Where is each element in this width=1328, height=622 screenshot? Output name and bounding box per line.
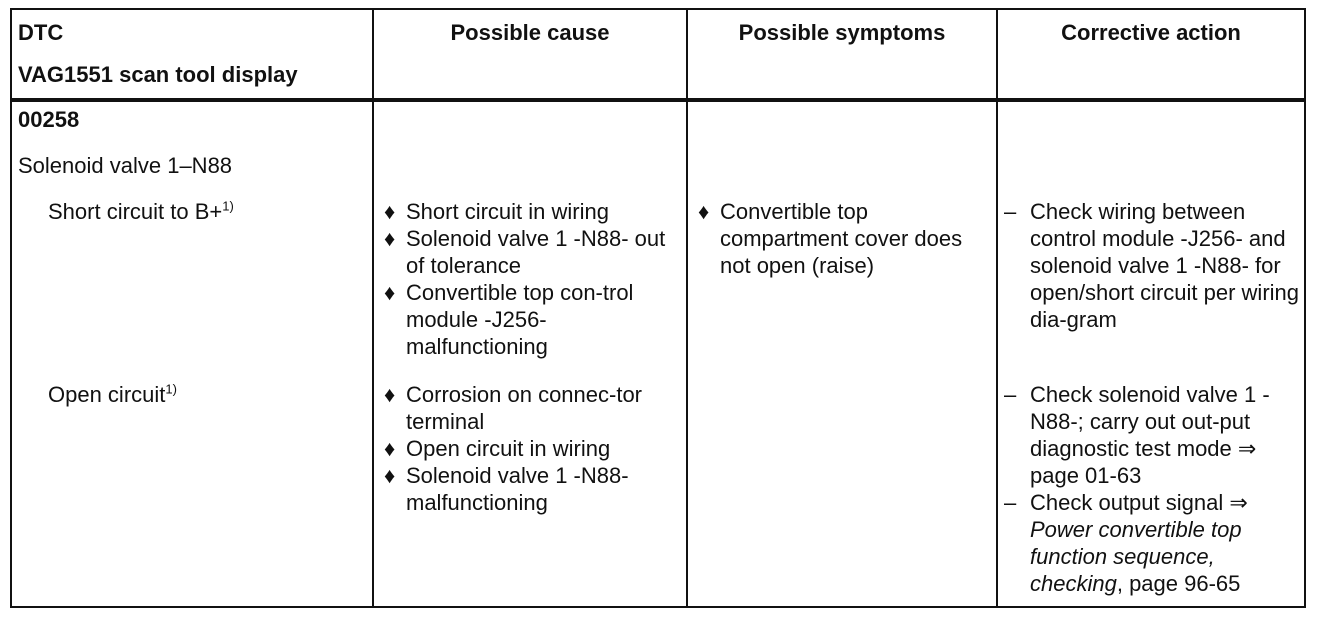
list-item: – Check output signal ⇒ Power convertible top function sequence, checking, page 96-65 [1004,490,1248,596]
fault-short-circuit: Short circuit to B+$^{1)}$ [48,198,234,224]
diamond-bullet-icon: ♦ [698,199,710,224]
dash-bullet-icon: – [1004,382,1017,407]
fault-open-circuit: Open circuit$^{1)}$ [48,381,177,407]
dash-bullet-icon: – [1004,490,1017,515]
header-possible-cause: Possible cause [450,20,610,45]
list-item: ♦ Convertible top con-trol module -J256-malfunctioning [384,280,634,359]
diamond-bullet-icon: ♦ [384,382,396,407]
list-item: ♦ Corrosion on connec-tor terminal [384,382,643,434]
list-item: ♦ Short circuit in wiring [384,199,609,224]
diamond-bullet-icon: ♦ [384,226,396,251]
header-possible-symptoms: Possible symptoms [738,20,946,45]
actions-short-circuit [1000,198,1300,333]
list-item: ♦ Convertible top compartment cover does not open (raise) [698,199,963,278]
list-item: – Check solenoid valve 1 -N88-; carry out out-put diagnostic test mode ⇒ page 01-63 [1004,382,1270,488]
diamond-bullet-icon: ♦ [384,199,396,224]
symptoms-list [696,198,988,279]
header-rule [12,98,1304,102]
cross-reference: Power convertible top function sequence, checking [1030,517,1242,596]
diagnostic-table [10,8,1306,608]
list-item: – Check wiring between control module -J256- and solenoid valve 1 -N88- for open/short circuit per wiring dia-gram [1004,199,1300,332]
actions-open-circuit [1000,381,1300,597]
dash-bullet-icon: – [1004,199,1017,224]
causes-open-circuit [382,381,678,516]
diamond-bullet-icon: ♦ [384,463,396,488]
list-item: ♦ Open circuit in wiring [384,436,611,461]
list-item: ♦ Solenoid valve 1 -N88- malfunctioning [384,463,629,515]
footnote-ref: 1) [165,381,177,397]
list-item: ♦ Solenoid valve 1 -N88- out of tolerance [384,226,666,278]
header-dtc: DTC [18,20,64,45]
header-scan-tool: VAG1551 scan tool display [18,62,298,87]
causes-short-circuit [382,198,678,360]
diamond-bullet-icon: ♦ [384,436,396,461]
dtc-code: 00258 [18,107,80,132]
header-corrective-action: Corrective action [1061,20,1241,45]
footnote-ref: 1) [222,198,234,214]
dtc-component: Solenoid valve 1–N88 [18,153,233,178]
diamond-bullet-icon: ♦ [384,280,396,305]
